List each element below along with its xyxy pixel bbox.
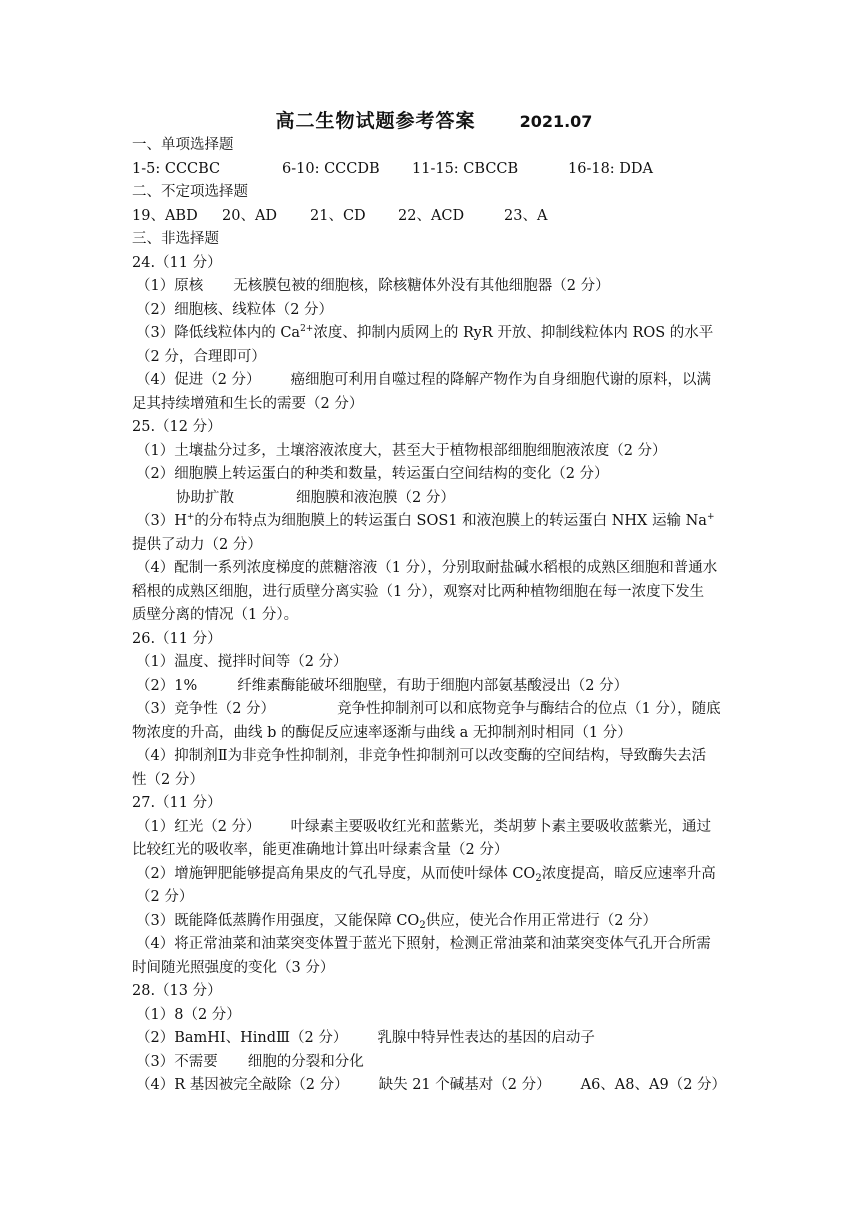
answer-line: 提供了动力（2 分） bbox=[132, 536, 262, 553]
answer-group: 23、A bbox=[504, 207, 548, 224]
answer-line: （4）抑制剂Ⅱ为非竞争性抑制剂，非竞争性抑制剂可以改变酶的空间结构，导致酶失去活 bbox=[136, 748, 707, 764]
answer-line bbox=[132, 816, 740, 840]
subscript: 2 bbox=[419, 919, 426, 931]
answer-line: （4）将正常油菜和油菜突变体置于蓝光下照射，检测正常油菜和油菜突变体气孔开合所需 bbox=[136, 936, 711, 952]
answer-line: （2 分，合理即可） bbox=[136, 348, 266, 365]
answer-line bbox=[132, 275, 740, 299]
answer-line bbox=[132, 322, 740, 346]
answer-part: 叶绿素主要吸收红光和蓝紫光，类胡萝卜素主要吸收蓝紫光，通过 bbox=[290, 818, 712, 835]
answer-line: （2 分） bbox=[136, 889, 194, 905]
answer-line bbox=[132, 487, 740, 511]
answer-part: 缺失 21 个碱基对（2 分） bbox=[378, 1077, 551, 1093]
answer-line bbox=[132, 1074, 740, 1098]
title-text: 高二生物试题参考答案 bbox=[275, 110, 476, 132]
answer-line: 质壁分离的情况（1 分）。 bbox=[132, 607, 299, 623]
answer-part: （1）原核 bbox=[136, 278, 204, 294]
answer-group: 20、AD bbox=[222, 207, 278, 224]
superscript: 2+ bbox=[300, 324, 314, 334]
answer-line bbox=[132, 698, 740, 722]
answer-line bbox=[132, 863, 740, 887]
answer-part: 浓度、抑制内质网上的 RyR 开放、抑制线粒体内 ROS 的水平 bbox=[313, 325, 714, 341]
answer-part: （2）1% bbox=[136, 677, 198, 694]
answer-line: 物浓度的升高，曲线 b 的酶促反应速率逐渐与曲线 a 无抑制剂时相同（1 分） bbox=[132, 724, 632, 741]
answer-part: 的分布特点为细胞膜上的转运蛋白 SOS1 和液泡膜上的转运蛋白 NHX 运输 Na bbox=[194, 513, 707, 529]
answer-part: （1）红光（2 分） bbox=[136, 818, 261, 835]
answer-line: 稻根的成熟区细胞，进行质壁分离实验（1 分），观察对比两种植物细胞在每一浓度下发生 bbox=[132, 583, 705, 600]
multi-choice-answers bbox=[132, 205, 740, 229]
answer-line bbox=[132, 675, 740, 699]
superscript: + bbox=[706, 512, 715, 522]
section-heading: 二、不定项选择题 bbox=[132, 184, 248, 200]
section-heading: 一、单项选择题 bbox=[132, 137, 234, 153]
section-heading: 三、非选择题 bbox=[132, 231, 219, 247]
answer-group: 19、ABD bbox=[132, 207, 198, 224]
answer-part: （2）增施钾肥能够提高角果皮的气孔导度，从而使叶绿体 CO bbox=[136, 865, 536, 882]
answer-line bbox=[132, 510, 740, 534]
answer-line: （2）细胞核、线粒体（2 分） bbox=[136, 301, 334, 318]
answer-part: （4）R 基因被完全敲除（2 分） bbox=[136, 1077, 349, 1093]
answer-line: 性（2 分） bbox=[132, 771, 204, 788]
answer-part: 癌细胞可利用自噬过程的降解产物作为自身细胞代谢的原料，以满 bbox=[290, 372, 712, 388]
answer-line: 时间随光照强度的变化（3 分） bbox=[132, 959, 335, 976]
answer-part: 供应，使光合作用正常进行（2 分） bbox=[425, 912, 658, 929]
answer-group: 21、CD bbox=[310, 207, 366, 224]
answer-part: 细胞的分裂和分化 bbox=[247, 1053, 364, 1070]
question-heading: 25.（12 分） bbox=[132, 419, 222, 435]
answer-part: （3）H bbox=[136, 513, 187, 529]
answer-part: 乳腺中特异性表达的基因的启动子 bbox=[377, 1030, 595, 1046]
question-heading: 26.（11 分） bbox=[132, 630, 222, 647]
answer-part: （3）既能降低蒸腾作用强度，又能保障 CO bbox=[136, 912, 420, 929]
answer-line bbox=[132, 369, 740, 393]
answer-line bbox=[132, 1027, 740, 1051]
answer-line: （4）配制一系列浓度梯度的蔗糖溶液（1 分），分别取耐盐碱水稻根的成熟区细胞和普通水 bbox=[136, 560, 718, 576]
answer-line bbox=[132, 1051, 740, 1075]
answer-body bbox=[132, 134, 740, 1098]
answer-line: （1）土壤盐分过多，土壤溶液浓度大，甚至大于植物根部细胞细胞液浓度（2 分） bbox=[136, 442, 667, 459]
answer-part: 竞争性抑制剂可以和底物竞争与酶结合的位点（1 分），随底 bbox=[337, 701, 721, 717]
answer-group: 16-18: DDA bbox=[568, 160, 654, 177]
single-choice-answers bbox=[132, 158, 740, 182]
answer-line: （1）8（2 分） bbox=[136, 1006, 241, 1023]
answer-part: A6、A8、A9（2 分） bbox=[580, 1077, 727, 1093]
superscript: + bbox=[186, 512, 195, 522]
answer-part: 细胞膜和液泡膜（2 分） bbox=[296, 489, 455, 506]
answer-line: 足其持续增殖和生长的需要（2 分） bbox=[132, 395, 364, 412]
answer-part: （3）降低线粒体内的 Ca bbox=[136, 325, 301, 341]
answer-group: 1-5: CCCBC bbox=[132, 160, 221, 177]
answer-part: （4）促进（2 分） bbox=[136, 372, 261, 388]
answer-group: 11-15: CBCCB bbox=[412, 160, 519, 177]
answer-part: 浓度提高，暗反应速率升高 bbox=[541, 865, 716, 882]
answer-part: 纤维素酶能破坏细胞壁，有助于细胞内部氨基酸浸出（2 分） bbox=[237, 677, 629, 694]
answer-line: （1）温度、搅拌时间等（2 分） bbox=[136, 654, 348, 670]
subscript: 2 bbox=[535, 872, 542, 884]
question-heading: 28.（13 分） bbox=[132, 983, 222, 999]
question-heading: 24.（11 分） bbox=[132, 254, 222, 271]
answer-line: （2）细胞膜上转运蛋白的种类和数量，转运蛋白空间结构的变化（2 分） bbox=[136, 466, 609, 482]
answer-part: 无核膜包被的细胞核，除核糖体外没有其他细胞器（2 分） bbox=[233, 278, 610, 294]
answer-part: 协助扩散 bbox=[176, 489, 234, 506]
title-date: 2021.07 bbox=[519, 112, 593, 131]
answer-part: （3）不需要 bbox=[136, 1053, 218, 1070]
answer-line: 比较红光的吸收率，能更准确地计算出叶绿素含量（2 分） bbox=[132, 842, 509, 858]
answer-group: 6-10: CCCDB bbox=[282, 160, 380, 177]
answer-line bbox=[132, 910, 740, 934]
page-title bbox=[0, 106, 868, 133]
question-heading: 27.（11 分） bbox=[132, 795, 222, 811]
answer-part: （3）竞争性（2 分） bbox=[136, 701, 276, 717]
answer-group: 22、ACD bbox=[398, 207, 465, 224]
answer-part: （2）BamHⅠ、HindⅢ（2 分） bbox=[136, 1030, 348, 1046]
